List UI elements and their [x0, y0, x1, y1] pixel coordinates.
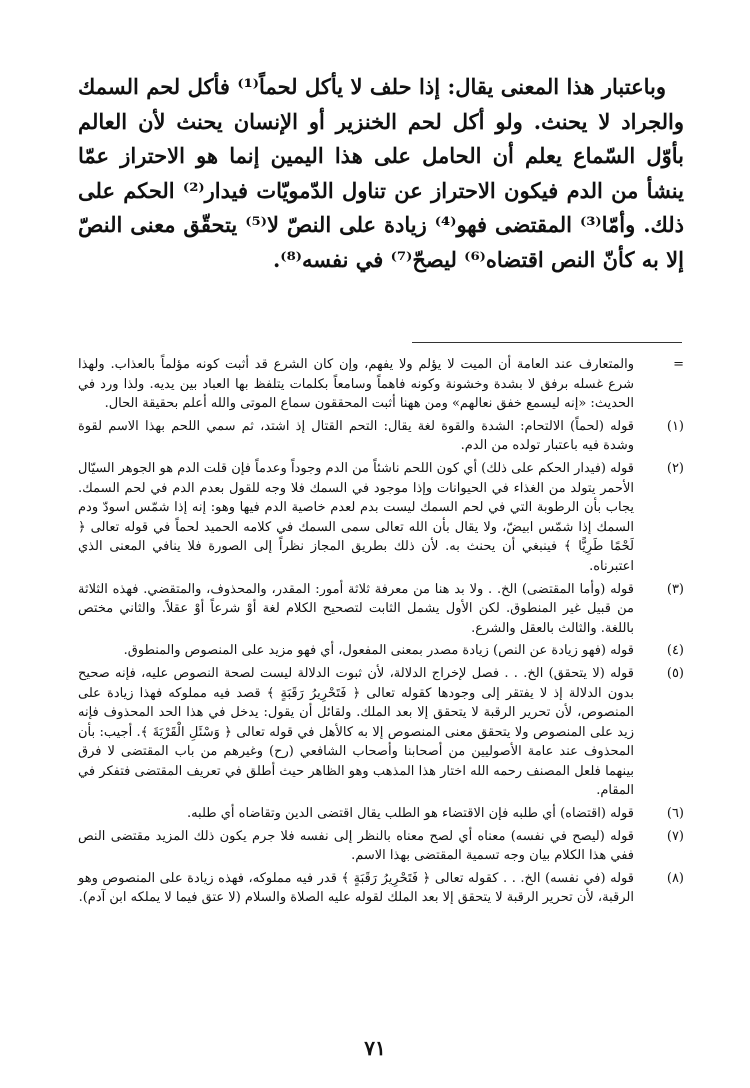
footnotes [78, 355, 684, 911]
footnote-number: (٢) [666, 460, 684, 476]
footnote-text: قوله (وأما المقتضى) الخ. . ولا بد هنا من معرفة ثلاثة أمور: المقدر، والمحذوف، والمتقضي. فهذه الثلاثة من قبيل غير المنطوق. لكن الأول يشمل الثابت لتصحيح الكلام لغة أوْ شرعاً أوْ عقلاً. والثاني مختص باللغة. والثالث بالعقل والشرع. [78, 581, 634, 636]
footnote-text: قوله (ليصح في نفسه) معناه أي لصح معناه بالنظر إلى نفسه فلا جرم يكون ذلك المزيد مقتضى النص ففي هذا الكلام بيان وجه تسمية المقتضى بهذا الاسم. [78, 828, 634, 864]
footnote-number: (٦) [666, 806, 684, 822]
footnote-number: (٧) [666, 828, 684, 844]
footnote-divider [412, 342, 682, 343]
footnote-number: (٤) [666, 643, 684, 659]
footnote-text: قوله (لحماً) الالتحام: الشدة والقوة لغة يقال: التحم القتال إذ اشتد، ثم سمي اللحم بهذا الاسم لقوة وشدة فيه باعتبار تولده من الدم. [78, 418, 634, 454]
footnote-5 [78, 664, 684, 801]
page-content [78, 70, 684, 906]
footnote-text: قوله (اقتضاه) أي طلبه فإن الاقتضاء هو الطلب يقال اقتضى الدين وتقاضاه أي طلبه. [186, 806, 634, 822]
main-paragraph: وباعتبار هذا المعنى يقال: إذا حلف لا يأكل لحماً⁽¹⁾ فأكل لحم السمك والجراد لا يحنث. ولو أكل لحم الخنزير أو الإنسان يحنث لأن العالم بأوّل السّماع يعلم أن الحامل على هذا اليمين إنما هو الاحتراز عمّا ينشأ من الدم فيكون الاحتراز عن تناول الدّمويّات فيدار⁽²⁾ الحكم على ذلك. وأمّا⁽³⁾ المقتضى فهو⁽⁴⁾ زيادة على النصّ لا⁽⁵⁾ يتحقّق معنى النصّ إلا به كأنّ النص اقتضاه⁽⁶⁾ ليصحّ⁽⁷⁾ في نفسه⁽⁸⁾. [78, 74, 684, 272]
footnote-7 [78, 827, 684, 866]
footnote-text: قوله (فهو زيادة عن النص) زيادة مصدر بمعنى المفعول، أي فهو مزيد على المنصوص والمنطوق. [123, 643, 634, 659]
footnote-4 [78, 641, 684, 661]
footnote-text: قوله (في نفسه) الخ. . . كقوله تعالى ﴿ فَتَحْرِيرُ رَقَبَةٍ ﴾ قدر فيه مملوكه، فهذه زيادة على المنصوص وهو الرقبة، لأن تحرير الرقبة لا يتحقق إلا بعد الملك لقوله عليه الصلاة والسلام (لا عتق فيما لا يملكه ابن آدم). [78, 870, 634, 906]
footnote-2 [78, 459, 684, 577]
footnote-3 [78, 580, 684, 639]
page-number: ٧١ [364, 1036, 386, 1060]
footnote-8 [78, 869, 684, 908]
footnote-1 [78, 417, 684, 456]
main-text [78, 70, 684, 277]
footnote-text: قوله (فيدار الحكم على ذلك) أي كون اللحم ناشئاً من الدم وجوداً وعدماً فإن قلت الدم هو الجوهر السيّال الأحمر يتولد من الغذاء في الحيوانات وإذا موجود في السمك فلا وجه للقول بعدم الدم في لحم السمك. يجاب بأن الرطوبة التي في لحم السمك ليست بدم لعدم خاصية الدم فيها وهو: إنه إذا شمّس اسودّ ودم السمك إذا شمّس ابيضّ، ولا يقال بأن الله تعالى سمى السمك في كلامه الحميد لحماً في قوله تعالى ﴿ لَحْمًا طَرِيًّا ﴾ فينبغي أن يحنث به. لأن ذلك بطريق المجاز نظراً إلى الصورة فلا ينافي المعنى الذي اعتبرناه. [78, 460, 634, 574]
footnote-number: (٨) [666, 870, 684, 886]
footnote-number: (٥) [666, 665, 684, 681]
footnote-text: قوله (لا يتحقق) الخ. . . فصل لإخراج الدلالة، لأن ثبوت الدلالة ليست لصحة النصوص عليه، فإنه صحيح بدون الدلالة إذ لا يفتقر إلى وجودها كقوله تعالى ﴿ فَتَحْرِيرُ رَقَبَةٍ ﴾ قصد فيه مملوكه فهذا زيادة على المنصوص، لأن تحرير الرقبة لا يتحقق إلا بعد الملك. ولقائل أن يقول: يدخل في هذا الحد المحذوف فإنه زيد على المنصوص ولا يتحقق معنى المنصوص إلا به كالأهل في قوله تعالى ﴿ وَسْئَلِ الْقَرْيَةَ ﴾. أجيب: بأن المحذوف عند عامة الأصوليين من أصحابنا وأصحاب الشافعي (رح) وغيرهم من باب المقتضى لا فرق بينهما فلعل المصنف رحمه الله اختار هذا المذهب وهو الظاهر حيث أطلق في تعريف المقتضى فتفكر في المقام. [78, 665, 634, 799]
footnote-text: والمتعارف عند العامة أن الميت لا يؤلم ولا يفهم، وإن كان الشرع قد أثبت كونه مؤلماً بالعذاب. ولهذا شرع غسله برفق لا بشدة وخشونة وكونه فاهماً وسامعاً بكلمات يتلفظ بها العباد بين يديه. ولذا ورد في الحديث: «إنه ليسمع خفق نعالهم» ومن ههنا أثبت المحققون سماع الموتى والله أعلم بحقيقة الحال. [78, 357, 634, 412]
footnote-number: = [673, 357, 684, 372]
footnote-continued [78, 355, 684, 414]
footnote-number: (٣) [666, 581, 684, 597]
footnote-6 [78, 804, 684, 824]
footnote-number: (١) [666, 418, 684, 434]
